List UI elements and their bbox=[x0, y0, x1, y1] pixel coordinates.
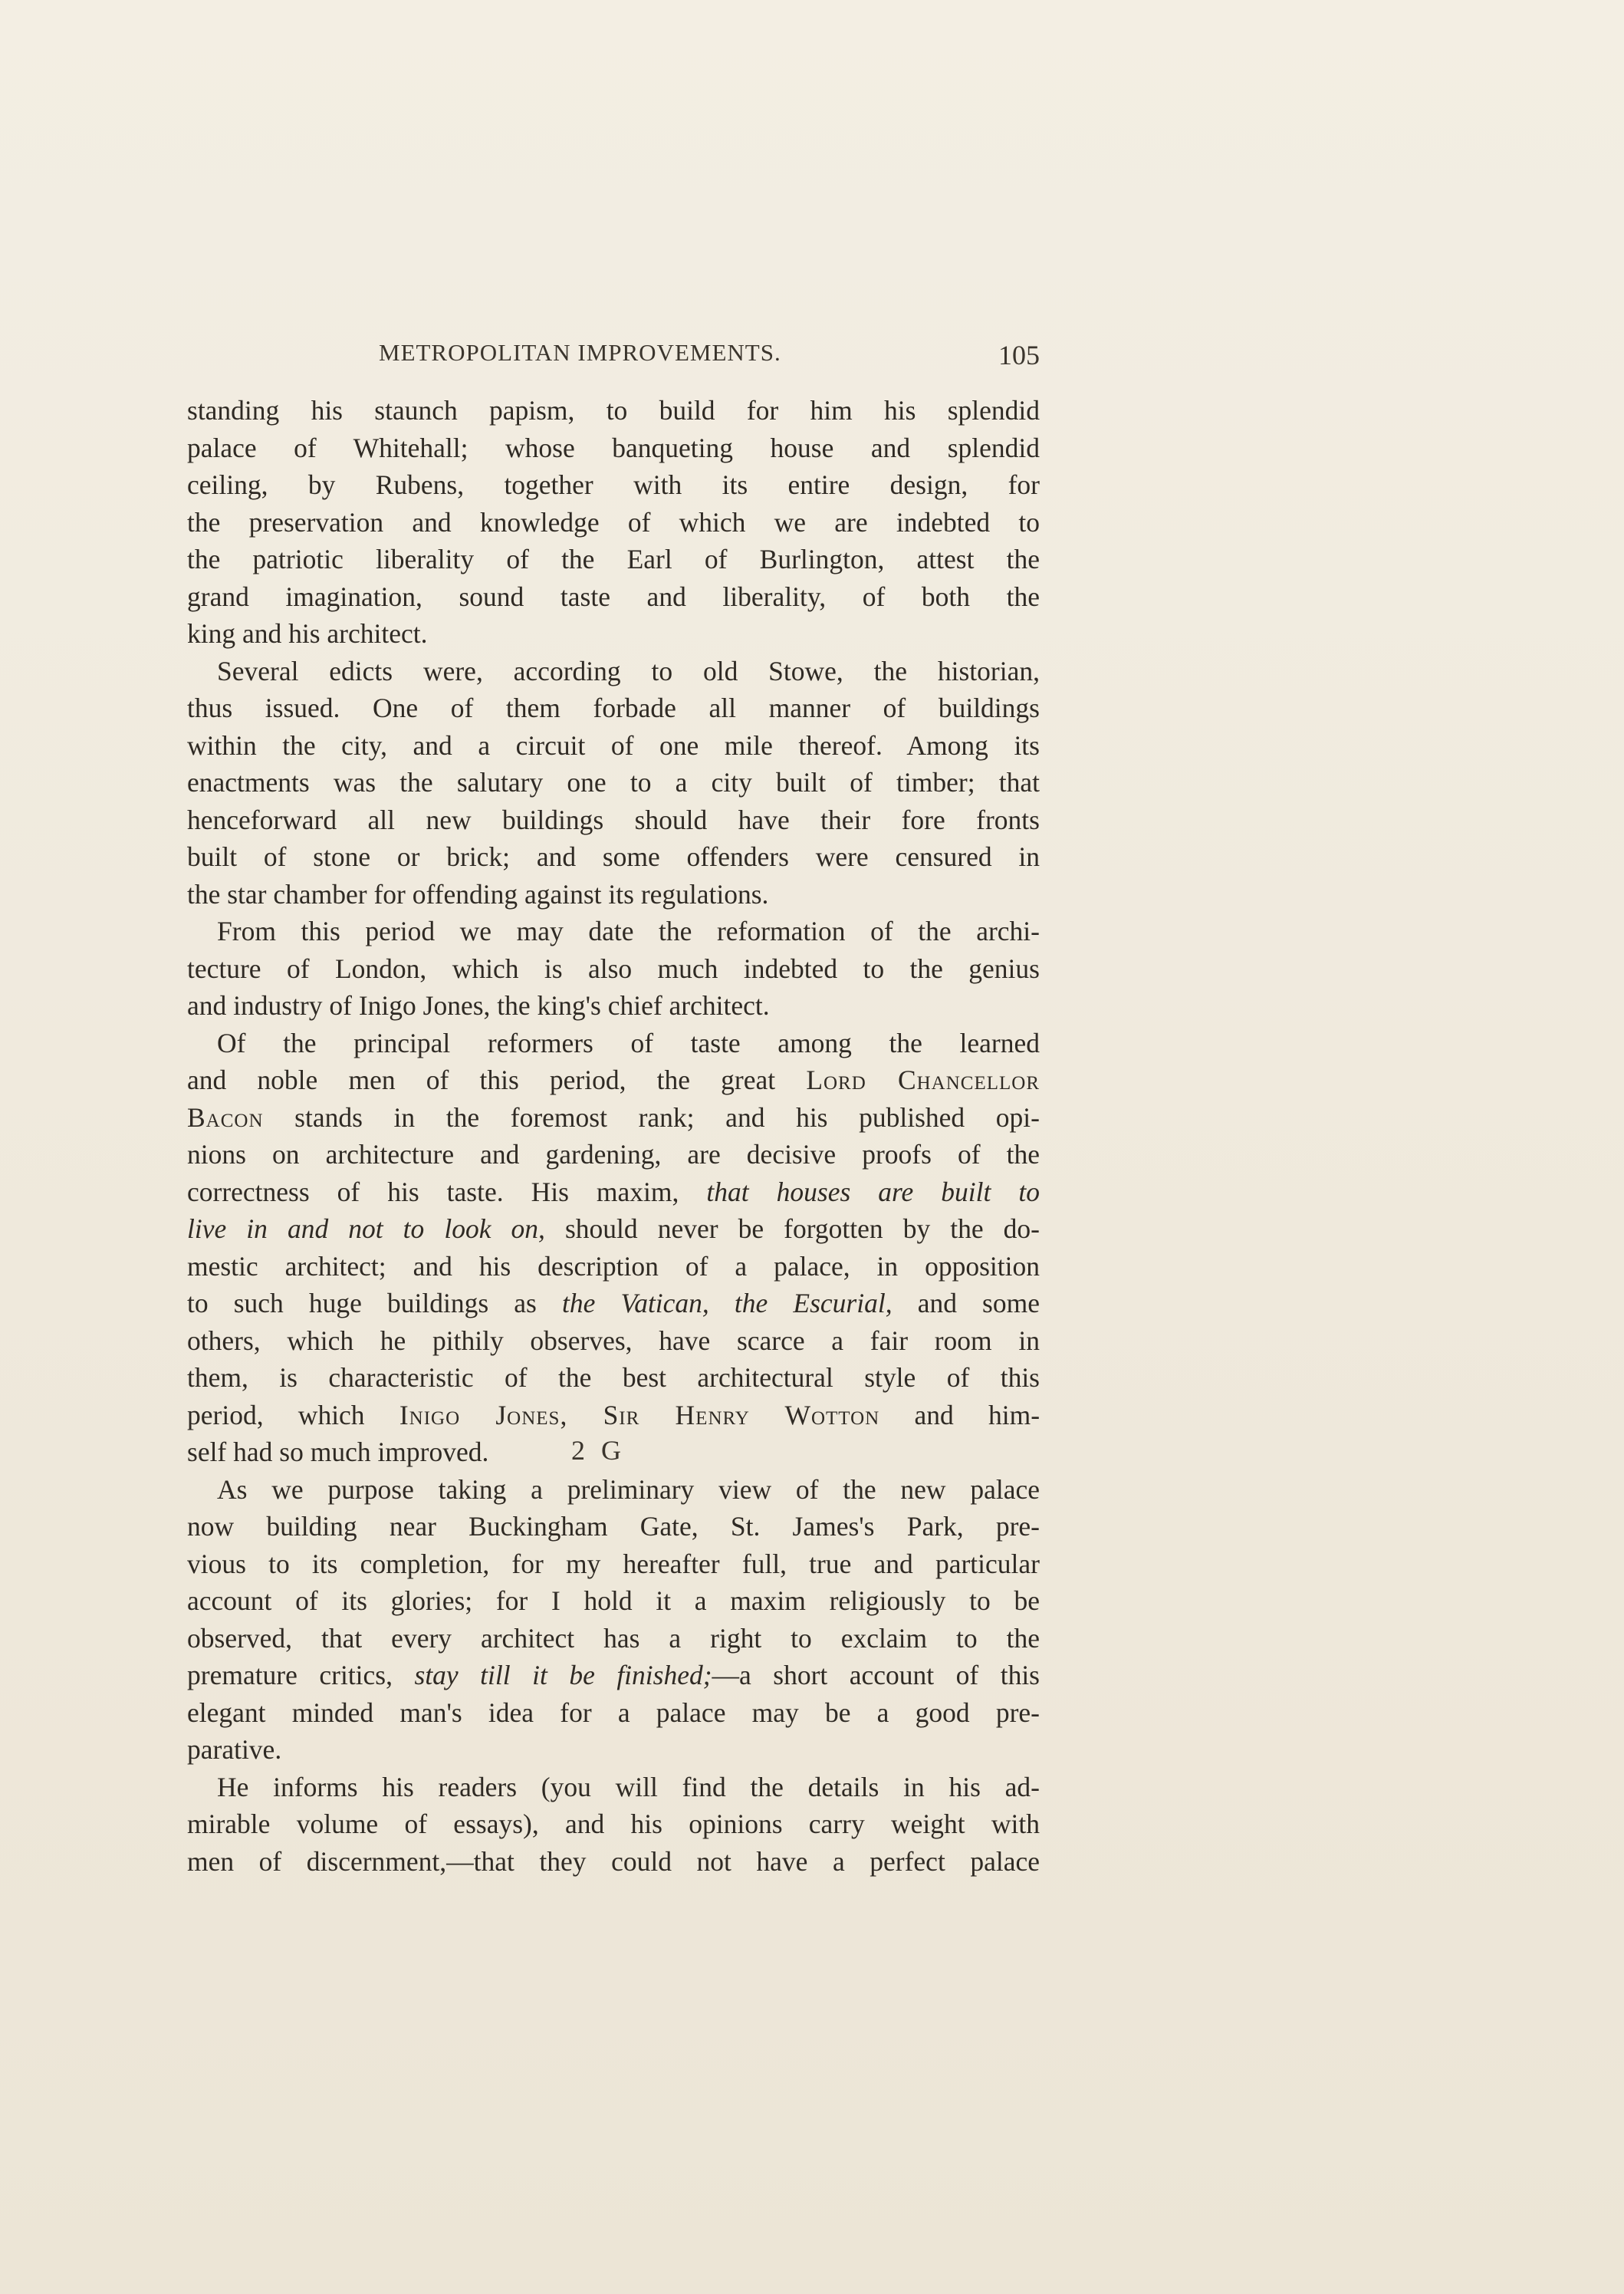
text-line: palace of Whitehall; whose banqueting house and splendid bbox=[187, 432, 1040, 463]
text-run: premature critics, bbox=[187, 1660, 393, 1690]
text-line: ceiling, by Rubens, together with its entire design, for bbox=[187, 469, 1040, 500]
text-line bbox=[187, 1173, 1040, 1211]
italic-quote: that houses are built to bbox=[706, 1176, 1040, 1207]
text-line: and industry of Inigo Jones, the king's chief architect. bbox=[187, 990, 770, 1021]
text-line: mirable volume of essays), and his opinions carry weight with bbox=[187, 1809, 1040, 1839]
text-line: elegant minded man's idea for a palace may be a good pre- bbox=[187, 1697, 1040, 1728]
body-text bbox=[187, 392, 1040, 1880]
text-line: vious to its completion, for my hereafter full, true and particular bbox=[187, 1548, 1040, 1579]
text-line: nions on architecture and gardening, are decisive proofs of the bbox=[187, 1139, 1040, 1170]
text-run: —a short account of this bbox=[712, 1660, 1040, 1690]
text-run: stands in the foremost rank; and his published opi- bbox=[294, 1101, 1040, 1133]
text-line bbox=[187, 1397, 1040, 1434]
text-line: He informs his readers (you will find the details in his ad- bbox=[217, 1771, 1040, 1802]
proper-name: Bacon bbox=[187, 1101, 264, 1133]
text-run: and him- bbox=[914, 1399, 1040, 1430]
text-line: parative. bbox=[187, 1734, 282, 1765]
text-line: Of the principal reformers of taste among the learned bbox=[217, 1027, 1040, 1058]
proper-name: Lord Chancellor bbox=[806, 1065, 1040, 1095]
text-line bbox=[187, 1210, 1040, 1248]
text-line: henceforward all new buildings should have their fore fronts bbox=[187, 804, 1040, 835]
proper-name: Inigo Jones, Sir Henry Wotton bbox=[399, 1399, 880, 1430]
text-line: built of stone or brick; and some offenders were censured in bbox=[187, 841, 1040, 872]
running-title: METROPOLITAN IMPROVEMENTS. bbox=[379, 339, 781, 366]
text-line: Several edicts were, according to old Stowe, the historian, bbox=[217, 655, 1040, 686]
text-line: As we purpose taking a preliminary view of the new palace bbox=[217, 1473, 1040, 1505]
italic-quote: stay till it be finished; bbox=[414, 1660, 712, 1690]
italic-quote: live in and not to look on, bbox=[187, 1213, 545, 1244]
text-line: king and his architect. bbox=[187, 618, 428, 649]
text-line: account of its glories; for I hold it a maxim religiously to be bbox=[187, 1585, 1040, 1616]
text-line: men of discernment,—that they could not have a perfect palace bbox=[187, 1845, 1040, 1877]
text-line: within the city, and a circuit of one mile thereof. Among its bbox=[187, 729, 1040, 761]
text-run: and noble men of this period, the great bbox=[187, 1065, 776, 1095]
text-line: From this period we may date the reformation of the archi- bbox=[217, 916, 1040, 946]
text-line bbox=[187, 1061, 1040, 1099]
text-run: period, which bbox=[187, 1399, 365, 1430]
text-line bbox=[187, 1657, 1040, 1694]
text-run: and some bbox=[917, 1288, 1040, 1318]
text-line: thus issued. One of them forbade all manner of buildings bbox=[187, 693, 1040, 723]
text-line: observed, that every architect has a right to exclaim to the bbox=[187, 1622, 1040, 1654]
italic-places: the Vatican, the Escurial, bbox=[561, 1288, 893, 1318]
text-line: mestic architect; and his description of a palace, in opposition bbox=[187, 1250, 1040, 1282]
text-run: should never be forgotten by the do- bbox=[564, 1213, 1040, 1244]
text-run: to such huge buildings as bbox=[187, 1288, 537, 1318]
page-number: 105 bbox=[998, 340, 1040, 370]
text-line: others, which he pithily observes, have scarce a fair room in bbox=[187, 1325, 1040, 1356]
text-line: them, is characteristic of the best architectural style of this bbox=[187, 1362, 1040, 1393]
text-line: the patriotic liberality of the Earl of Burlington, attest the bbox=[187, 544, 1040, 574]
text-run: correctness of his taste. His maxim, bbox=[187, 1176, 679, 1207]
text-line: self had so much improved. bbox=[187, 1437, 489, 1467]
text-line bbox=[187, 1285, 1040, 1322]
signature-mark: 2 G bbox=[571, 1435, 626, 1466]
text-line: standing his staunch papism, to build for him his splendid bbox=[187, 395, 1040, 426]
text-line: enactments was the salutary one to a city built of timber; that bbox=[187, 767, 1040, 798]
text-line: now building near Buckingham Gate, St. James's Park, pre- bbox=[187, 1511, 1040, 1542]
text-line: tecture of London, which is also much indebted to the genius bbox=[187, 953, 1040, 984]
text-line: the preservation and knowledge of which we are indebted to bbox=[187, 506, 1040, 538]
text-line: grand imagination, sound taste and liberality, of both the bbox=[187, 581, 1040, 612]
text-line bbox=[187, 1099, 1040, 1137]
text-line: the star chamber for offending against its regulations. bbox=[187, 878, 769, 910]
running-head bbox=[187, 339, 1040, 377]
